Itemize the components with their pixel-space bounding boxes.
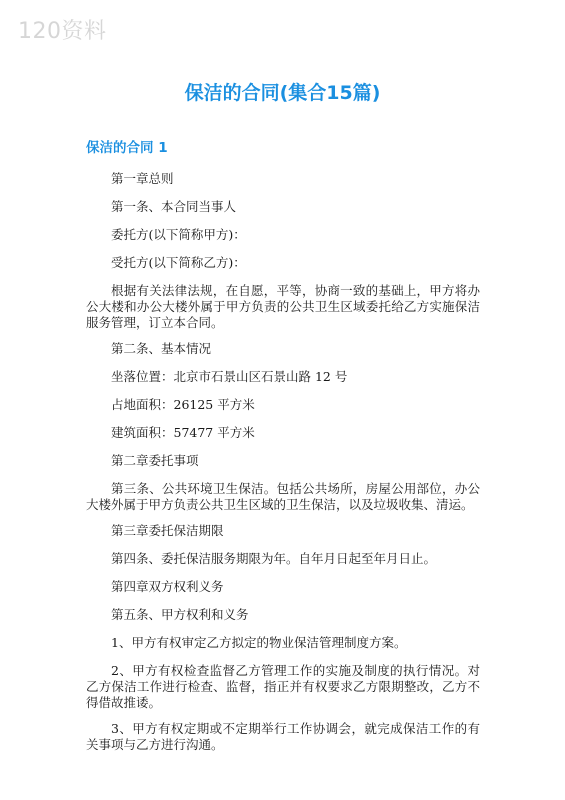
- section-heading: 保洁的合同 1: [86, 140, 168, 156]
- article-line: 第一条、本合同当事人: [111, 199, 237, 214]
- list-item: 3、甲方有权定期或不定期举行工作协调会，就完成保洁工作的有关事项与乙方进行沟通。: [86, 721, 480, 752]
- party-line: 受托方(以下简称乙方)：: [111, 255, 246, 270]
- info-line: 坐落位置：北京市石景山区石景山路 12 号: [111, 369, 348, 384]
- chapter-heading: 第一章总则: [111, 171, 174, 186]
- document-title: 保洁的合同(集合15篇): [184, 82, 381, 104]
- chapter-heading: 第三章委托保洁期限: [111, 523, 224, 538]
- party-line: 委托方(以下简称甲方)：: [111, 227, 246, 242]
- article-line: 第二条、基本情况: [111, 341, 212, 356]
- info-line: 占地面积：26125 平方米: [111, 397, 255, 412]
- list-item: 2、甲方有权检查监督乙方管理工作的实施及制度的执行情况。对乙方保洁工作进行检查、监督，指正并有权要求乙方限期整改，乙方不得借故推诿。: [86, 663, 480, 710]
- article-line: 第五条、甲方权利和义务: [111, 607, 249, 622]
- info-line: 建筑面积：57477 平方米: [111, 425, 255, 440]
- watermark-logo: 120资料: [18, 19, 107, 44]
- chapter-heading: 第二章委托事项: [111, 453, 199, 468]
- chapter-heading: 第四章双方权利义务: [111, 579, 224, 594]
- list-item: 1、甲方有权审定乙方拟定的物业保洁管理制度方案。: [111, 635, 407, 650]
- article-line: 第四条、委托保洁服务期限为年。自年月日起至年月日止。: [111, 551, 437, 566]
- body-paragraph: 根据有关法律法规，在自愿，平等，协商一致的基础上，甲方将办公大楼和办公大楼外属于甲方负责的公共卫生区域委托给乙方实施保洁服务管理，订立本合同。: [86, 283, 480, 330]
- document-body: [86, 171, 480, 763]
- body-paragraph: 第三条、公共环境卫生保洁。包括公共场所，房屋公用部位，办公大楼外属于甲方负责公共卫生区域的卫生保洁，以及垃圾收集、清运。: [86, 481, 480, 512]
